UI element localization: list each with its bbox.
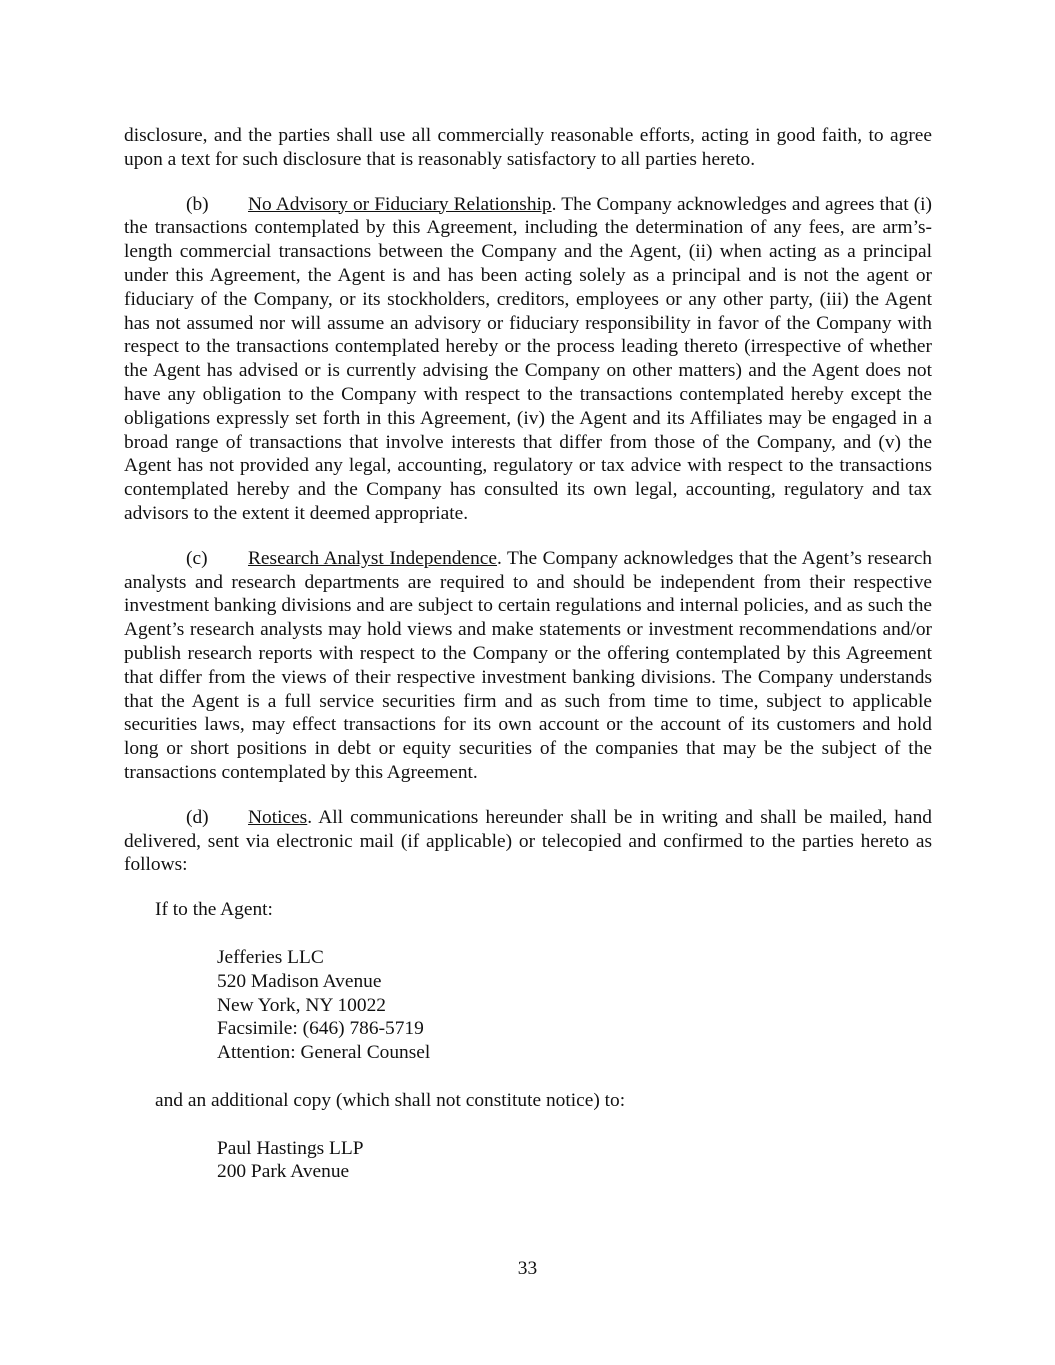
- section-c-body: . The Company acknowledges that the Agent’s research analysts and research departments are required to and should be independent from their respective investment banking divisions and are subject to certain regulations and internal policies, and as such the Agent’s research analysts may hold views and make statements or investment recommendations and/or publish research reports with respect to the Company or the offering contemplated by this Agreement that differ from the views of their respective investment banking divisions. The Company understands that the Agent is a full service securities firm and as such from time to time, subject to applicable securities laws, may effect transactions for its own account or the account of its customers and hold long or short positions in debt or equity securities of the companies that may be the subject of the transactions contemplated by this Agreement.: [124, 547, 932, 783]
- paragraph-a-continuation: disclosure, and the parties shall use all commercially reasonable efforts, acting in good faith, to agree upon a text for such disclosure that is reasonably satisfactory to all parties hereto.: [124, 125, 932, 170]
- document-page: [124, 124, 932, 1208]
- section-b-body: . The Company acknowledges and agrees that (i) the transactions contemplated by this Agreement, including the determination of any fees, are arm’s-length commercial transactions between the Company and the Agent, (ii) when acting as a principal under this Agreement, the Agent is and has been acting solely as a principal and is not the agent or fiduciary of the Company, or its stockholders, creditors, employees or any other party, (iii) the Agent has not assumed nor will assume an advisory or fiduciary responsibility in favor of the Company with respect to the transactions contemplated hereby or the process leading thereto (irrespective of whether the Agent has advised or is currently advising the Company on other matters) and the Agent does not have any obligation to the Company with respect to the transactions contemplated hereby except the obligations expressly set forth in this Agreement, (iv) the Agent and its Affiliates may be engaged in a broad range of transactions that involve interests that differ from those of the Company, and (v) the Agent has not provided any legal, accounting, regulatory or tax advice with respect to the transactions contemplated hereby and the Company has consulted its own legal, accounting, regulatory and tax advisors to the extent it deemed appropriate.: [124, 193, 933, 524]
- section-c-paragraph: [124, 547, 932, 785]
- agent-notice-lead: If to the Agent:: [155, 899, 273, 921]
- copy-notice-lead: and an additional copy (which shall not constitute notice) to:: [155, 1089, 626, 1111]
- section-b-paragraph: [124, 193, 932, 526]
- agent-address-line: Jefferies LLC: [217, 946, 324, 968]
- agent-address-block: [124, 946, 932, 1065]
- agent-address-line: Facsimile: (646) 786-5719: [217, 1018, 424, 1040]
- section-d-paragraph: [124, 806, 932, 877]
- agent-address-line: New York, NY 10022: [217, 994, 386, 1016]
- section-d-body: . All communications hereunder shall be in writing and shall be mailed, hand delivered, sent via electronic mail (if applicable) or telecopied and confirmed to the parties hereto as follows:: [124, 806, 932, 876]
- section-b-heading: No Advisory or Fiduciary Relationship: [248, 193, 552, 215]
- section-d-heading: Notices: [248, 806, 308, 828]
- agent-address-line: 520 Madison Avenue: [217, 970, 382, 992]
- copy-address-line: 200 Park Avenue: [217, 1161, 350, 1183]
- section-c-number: (c): [186, 547, 208, 569]
- section-c-heading: Research Analyst Independence: [248, 547, 497, 569]
- section-d-number: (d): [186, 806, 209, 828]
- agent-address-line: Attention: General Counsel: [217, 1042, 431, 1064]
- copy-address-block: [124, 1137, 932, 1185]
- section-b-number: (b): [186, 193, 209, 215]
- copy-address-line: Paul Hastings LLP: [217, 1137, 364, 1159]
- page-number: 33: [517, 1258, 538, 1279]
